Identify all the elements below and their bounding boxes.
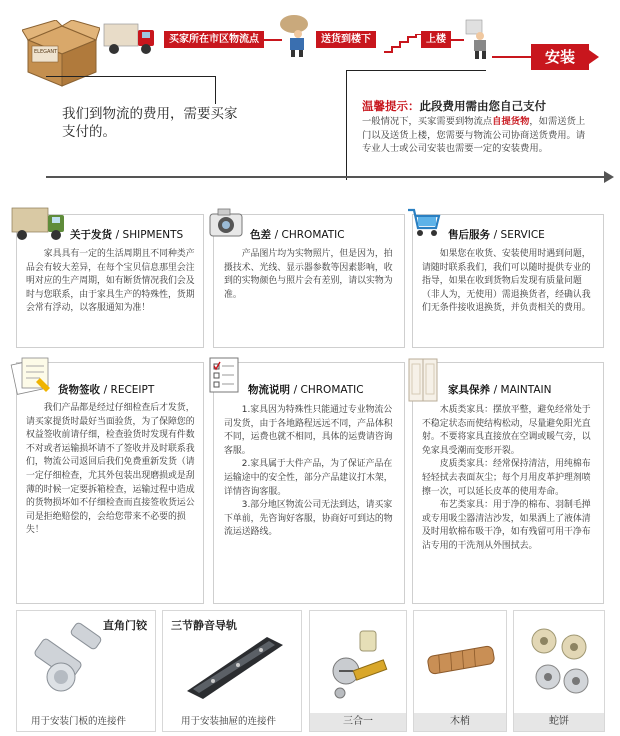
card-title xyxy=(248,382,364,397)
card-paragraph: 布艺类家具：用于净的棉布、羽制毛掸或专用吸尘器清洁沙发，如果洒上了液体清及时用软棉布吸干净，如有残留可用干净布沾专用的干洗剂从外围拭去。 xyxy=(422,500,591,551)
card-title-en: / CHROMATIC xyxy=(293,384,364,396)
step-city-logistics: 买家所在市区物流点 xyxy=(164,31,264,48)
card-body xyxy=(224,248,396,302)
hardware-dowel xyxy=(413,610,507,732)
card-paragraph: 如果您在收货、安装使用时遇到问题，请随时联系我们，我们可以随时提供专业的指导，如果在收到货物后发现有质量问题（非人为，无使用）需退换货者，经确认我们无条件接收退换货，并负责相关的费用。 xyxy=(422,249,591,314)
reminder-highlight: 自提货物 xyxy=(492,116,530,127)
porter-icon xyxy=(272,12,316,58)
three-in-one-connector-icon xyxy=(324,625,394,705)
wood-dowel-icon xyxy=(422,637,500,687)
card-title xyxy=(58,382,154,397)
install-arrow-tip xyxy=(589,50,599,64)
step-upstairs: 上楼 xyxy=(421,31,451,48)
rail-caption: 用于安装抽屉的连接件 xyxy=(181,716,277,727)
hardware-rail xyxy=(162,610,302,732)
card-title-en: / SHIPMENTS xyxy=(115,229,184,241)
card-paragraph: 1.家具因为特殊性只能通过专业物流公司发货，由于各地路程远远不同，产品体积不同，运费也就不相同，具体的运费请咨询客服。 xyxy=(224,405,393,456)
flow-connector xyxy=(492,56,532,58)
checklist-icon xyxy=(206,354,242,396)
flow-bottom-arrow xyxy=(604,171,614,183)
truck-icon xyxy=(10,204,68,242)
reminder-text: ，如需送货上门以及送货上楼，您需要与物流公司协商送货费用。请专业人士或公司安装也需要一定的安装费用。 xyxy=(362,116,586,154)
buyer-logistics-cost-note: 我们到物流的费用，需要买家支付的。 xyxy=(62,106,238,140)
card-title xyxy=(250,227,345,242)
item-label: 木梢 xyxy=(414,713,506,731)
card-paragraph: 产品图片均为实物照片，但是因为，拍摄技术、光线、显示器参数等因素影响，收到的实物颜色与照片会有差别，请以实物为准。 xyxy=(224,249,393,300)
card-title-cn: 售后服务 xyxy=(448,229,490,241)
left-bracket-side xyxy=(215,76,216,104)
truck-icon xyxy=(102,18,160,58)
delivery-flow xyxy=(0,0,620,200)
hardware-hinge xyxy=(16,610,156,732)
camera-icon xyxy=(208,206,244,240)
card-title-cn: 色差 xyxy=(250,229,271,241)
stairs-icon xyxy=(384,34,424,54)
drawer-rail-icon xyxy=(183,631,287,701)
hardware-cam-lock xyxy=(513,610,605,732)
cam-lock-icon xyxy=(524,623,594,703)
rail-title: 三节静音导轨 xyxy=(171,619,237,632)
reminder-label: 温馨提示： xyxy=(362,99,420,113)
right-bracket-top xyxy=(346,70,486,71)
card-body xyxy=(422,404,596,554)
card-title-en: / RECEIPT xyxy=(103,384,155,396)
card-title-cn: 物流说明 xyxy=(248,384,290,396)
card-paragraph: 皮质类家具：经常保持清洁，用纯棉布轻轻拭去表面灰尘；每个月用皮革护理剂喷擦一次，可以延长皮革的使用寿命。 xyxy=(422,459,591,497)
card-title-en: / CHROMATIC xyxy=(274,229,345,241)
worker-icon xyxy=(462,18,492,60)
card-title xyxy=(448,382,551,397)
hardware-three-in-one xyxy=(309,610,407,732)
card-title-cn: 家具保养 xyxy=(448,384,490,396)
reminder-body xyxy=(362,115,587,156)
card-title xyxy=(70,227,183,242)
hinge-caption: 用于安装门板的连接件 xyxy=(31,716,127,727)
item-label: 三合一 xyxy=(310,713,406,731)
reminder-heading: 此段费用需由您自己支付 xyxy=(419,99,546,113)
card-title-en: / MAINTAIN xyxy=(493,384,552,396)
box-label: ELEGANT xyxy=(34,49,58,55)
step-deliver-downstairs: 送货到楼下 xyxy=(316,31,376,48)
wardrobe-icon xyxy=(406,356,440,404)
receipt-documents-icon xyxy=(10,354,54,396)
card-body xyxy=(26,248,196,316)
shopping-cart-icon xyxy=(406,206,442,240)
card-paragraph: 木质类家具：摆放平整，避免经常处于不稳定状态而使结构松动，尽量避免阳光直射。不要将家具直接放在空调或暖气旁，以免家具受潮而变形开裂。 xyxy=(422,405,591,456)
right-bracket-side xyxy=(346,70,347,180)
reminder-text: 一般情况下，买家需要到物流点 xyxy=(362,116,493,127)
card-title xyxy=(448,227,545,242)
card-title-en: / SERVICE xyxy=(493,229,545,241)
card-body xyxy=(422,248,596,316)
left-bracket-top xyxy=(46,76,216,77)
card-title-cn: 关于发货 xyxy=(70,229,112,241)
card-title-cn: 货物签收 xyxy=(58,384,100,396)
card-paragraph: 我们产品都是经过仔细检查后才发货，请买家提货时最好当面验货，为了保障您的权益签收前请仔细，检查验货时发现有件数不对或者运输损坏请不了签收并及时联系我们，物流公司返回后我们免费重新发货（请一定仔细检查，尤其外包装出现磨损或是刮薄的时候一定要拆箱检查，运输过程中造成的货物损坏如不仔细检查而直接签收货运公司是拒绝赔偿的，会给您带来不必要的损失！ xyxy=(26,403,195,536)
install-badge: 安装 xyxy=(531,44,589,70)
reminder-title xyxy=(362,98,546,114)
item-label: 蛇饼 xyxy=(514,713,604,731)
card-paragraph: 家具具有一定的生活周期且不同种类产品会有较大差异，在每个宝贝信息那里会注明对应的生产周期，如有断货情况我们会及时与您联系，由于家具生产的特殊性，货期会常有浮动，以客服通知为准！ xyxy=(26,249,195,314)
card-body xyxy=(26,402,196,538)
hinge-icon xyxy=(31,619,111,705)
card-paragraph: 2.家具属于大件产品，为了保证产品在运输途中的安全性，部分产品建议打木架，详情咨询客服。 xyxy=(224,459,393,497)
card-paragraph: 3.部分地区物流公司无法到达，请买家下单前，先咨询好客服，协商好可到达的物流运送路线。 xyxy=(224,500,393,538)
card-body xyxy=(224,404,396,540)
flow-bottom-line xyxy=(46,176,606,178)
hinge-title: 直角门铰 xyxy=(103,619,147,632)
